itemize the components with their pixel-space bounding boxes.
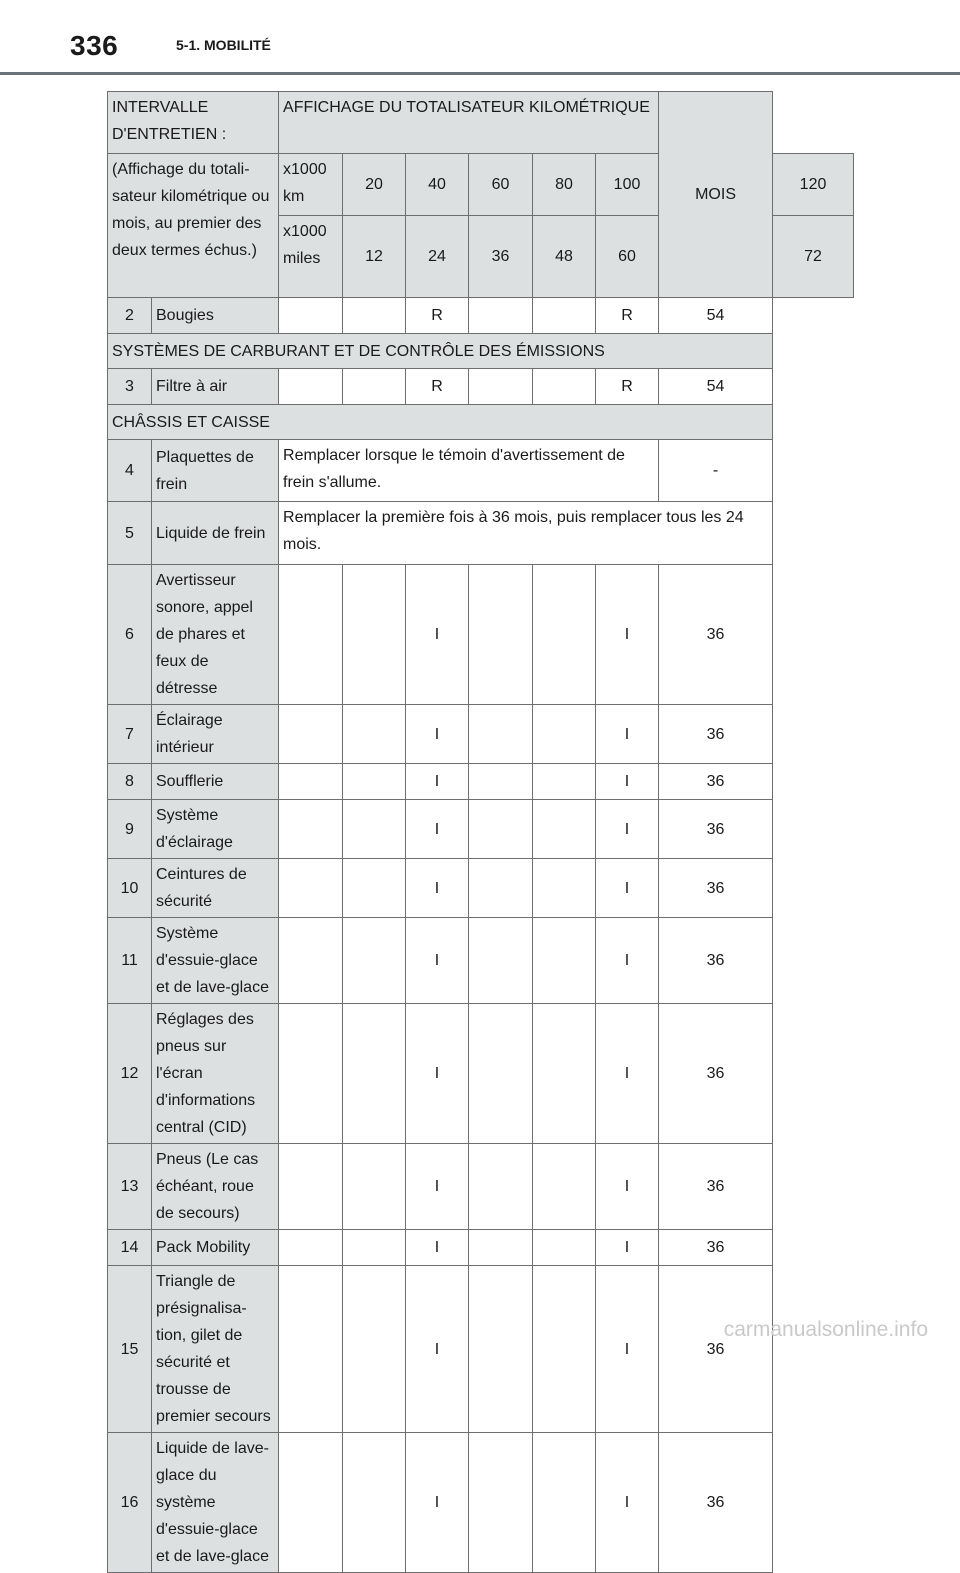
- table-row: [108, 800, 854, 859]
- row-number: 6: [108, 565, 152, 705]
- interval-mark: I: [406, 1144, 469, 1230]
- empty-cell: [469, 565, 533, 705]
- empty-cell: [533, 764, 596, 800]
- item-note: Remplacer la première fois à 36 mois, puis remplacer tous les 24 mois.: [279, 502, 773, 565]
- item-label: Liquide de lave-glace du système d'essuie-glace et de lave-glace: [152, 1433, 279, 1573]
- empty-cell: [279, 1266, 343, 1433]
- item-label: Bougies: [152, 298, 279, 334]
- empty-cell: [279, 565, 343, 705]
- empty-cell: [533, 1004, 596, 1144]
- empty-cell: [343, 1433, 406, 1573]
- empty-cell: [469, 705, 533, 764]
- empty-cell: [343, 565, 406, 705]
- interval-mark: I: [596, 859, 659, 918]
- empty-cell: [533, 298, 596, 334]
- item-label: Filtre à air: [152, 369, 279, 405]
- item-label: Pack Mobility: [152, 1230, 279, 1266]
- table-row: [108, 1230, 854, 1266]
- km-value: 40: [406, 154, 469, 216]
- empty-cell: [533, 859, 596, 918]
- months-value: 36: [659, 764, 773, 800]
- km-value: 80: [533, 154, 596, 216]
- row-number: 16: [108, 1433, 152, 1573]
- months-value: 54: [659, 369, 773, 405]
- table-row: [108, 764, 854, 800]
- empty-cell: [533, 369, 596, 405]
- empty-cell: [279, 764, 343, 800]
- interval-mark: R: [596, 298, 659, 334]
- maintenance-table: [107, 91, 854, 1573]
- row-number: 2: [108, 298, 152, 334]
- empty-cell: [469, 859, 533, 918]
- interval-mark: I: [596, 1144, 659, 1230]
- empty-cell: [469, 1004, 533, 1144]
- interval-mark: I: [596, 1004, 659, 1144]
- odometer-label: AFFICHAGE DU TOTALISATEUR KILOMÉTRIQUE: [279, 92, 659, 154]
- empty-cell: [343, 1144, 406, 1230]
- empty-cell: [279, 369, 343, 405]
- empty-cell: [533, 565, 596, 705]
- interval-mark: I: [596, 1266, 659, 1433]
- page-header: [0, 0, 960, 76]
- km-value: 20: [343, 154, 406, 216]
- empty-cell: [469, 369, 533, 405]
- empty-cell: [343, 1230, 406, 1266]
- interval-mark: I: [406, 565, 469, 705]
- months-value: 36: [659, 1230, 773, 1266]
- empty-cell: [469, 1144, 533, 1230]
- interval-mark: I: [596, 800, 659, 859]
- empty-cell: [279, 918, 343, 1004]
- miles-value: 60: [596, 216, 659, 298]
- interval-mark: I: [406, 859, 469, 918]
- table-row: [108, 298, 854, 334]
- row-number: 15: [108, 1266, 152, 1433]
- interval-mark: I: [406, 1004, 469, 1144]
- months-value: -: [659, 440, 773, 502]
- item-label: Liquide de frein: [152, 502, 279, 565]
- interval-mark: I: [596, 1230, 659, 1266]
- interval-mark: R: [406, 369, 469, 405]
- interval-mark: I: [596, 705, 659, 764]
- months-value: 36: [659, 1144, 773, 1230]
- item-note: Remplacer lorsque le témoin d'avertissement de frein s'allume.: [279, 440, 659, 502]
- empty-cell: [469, 800, 533, 859]
- km-value: 120: [773, 154, 854, 216]
- empty-cell: [279, 859, 343, 918]
- empty-cell: [343, 764, 406, 800]
- table-row: [108, 705, 854, 764]
- item-label: Plaquettes de frein: [152, 440, 279, 502]
- table-row: [108, 502, 854, 565]
- empty-cell: [533, 705, 596, 764]
- item-label: Système d'éclairage: [152, 800, 279, 859]
- item-label: Avertisseur sonore, appel de phares et feux de détresse: [152, 565, 279, 705]
- months-header: MOIS: [659, 92, 773, 298]
- page-number: 336: [70, 30, 119, 61]
- interval-mark: R: [406, 298, 469, 334]
- table-row: [108, 1433, 854, 1573]
- row-number: 8: [108, 764, 152, 800]
- months-value: 36: [659, 1266, 773, 1433]
- watermark: carmanualsonline.info: [723, 1318, 928, 1341]
- empty-cell: [343, 918, 406, 1004]
- empty-cell: [469, 764, 533, 800]
- row-number: 4: [108, 440, 152, 502]
- empty-cell: [343, 859, 406, 918]
- months-value: 36: [659, 1433, 773, 1573]
- empty-cell: [469, 1266, 533, 1433]
- empty-cell: [343, 705, 406, 764]
- empty-cell: [279, 705, 343, 764]
- empty-cell: [533, 1144, 596, 1230]
- table-row: [108, 918, 854, 1004]
- miles-value: 48: [533, 216, 596, 298]
- row-number: 14: [108, 1230, 152, 1266]
- header-divider: [0, 72, 960, 75]
- interval-mark: I: [406, 764, 469, 800]
- row-number: 12: [108, 1004, 152, 1144]
- months-value: 36: [659, 705, 773, 764]
- table-row: [108, 1004, 854, 1144]
- empty-cell: [343, 298, 406, 334]
- months-value: 54: [659, 298, 773, 334]
- months-value: 36: [659, 800, 773, 859]
- row-number: 10: [108, 859, 152, 918]
- empty-cell: [279, 1433, 343, 1573]
- empty-cell: [469, 1230, 533, 1266]
- item-label: Pneus (Le cas échéant, roue de secours): [152, 1144, 279, 1230]
- months-value: 36: [659, 1004, 773, 1144]
- miles-value: 12: [343, 216, 406, 298]
- empty-cell: [533, 1266, 596, 1433]
- interval-mark: I: [596, 764, 659, 800]
- empty-cell: [469, 1433, 533, 1573]
- months-value: 36: [659, 859, 773, 918]
- miles-value: 36: [469, 216, 533, 298]
- interval-mark: I: [596, 1433, 659, 1573]
- km-value: 60: [469, 154, 533, 216]
- empty-cell: [279, 1230, 343, 1266]
- empty-cell: [343, 1266, 406, 1433]
- table-row: [108, 565, 854, 705]
- item-label: Éclairage intérieur: [152, 705, 279, 764]
- table-row: [108, 440, 854, 502]
- table-row: [108, 1144, 854, 1230]
- item-label: Ceintures de sécurité: [152, 859, 279, 918]
- empty-cell: [469, 918, 533, 1004]
- section-chassis: CHÂSSIS ET CAISSE: [108, 405, 773, 440]
- item-label: Triangle de présignalisa-tion, gilet de sécurité et trousse de premier secours: [152, 1266, 279, 1433]
- interval-mark: I: [596, 918, 659, 1004]
- interval-mark: I: [406, 705, 469, 764]
- interval-note: (Affichage du totali-sateur kilométrique ou mois, au premier des deux termes échus.): [108, 154, 279, 298]
- item-label: Soufflerie: [152, 764, 279, 800]
- miles-value: 72: [773, 216, 854, 298]
- row-number: 3: [108, 369, 152, 405]
- interval-mark: I: [406, 800, 469, 859]
- interval-mark: I: [406, 1266, 469, 1433]
- empty-cell: [343, 800, 406, 859]
- empty-cell: [279, 800, 343, 859]
- row-number: 13: [108, 1144, 152, 1230]
- interval-mark: I: [406, 1230, 469, 1266]
- row-number: 9: [108, 800, 152, 859]
- months-value: 36: [659, 565, 773, 705]
- section-fuel: SYSTÈMES DE CARBURANT ET DE CONTRÔLE DES ÉMISSIONS: [108, 334, 773, 369]
- row-number: 11: [108, 918, 152, 1004]
- interval-mark: I: [596, 565, 659, 705]
- interval-mark: I: [406, 918, 469, 1004]
- interval-mark: R: [596, 369, 659, 405]
- row-number: 5: [108, 502, 152, 565]
- empty-cell: [343, 1004, 406, 1144]
- item-label: Système d'essuie-glace et de lave-glace: [152, 918, 279, 1004]
- empty-cell: [533, 1230, 596, 1266]
- item-label: Réglages des pneus sur l'écran d'informations central (CID): [152, 1004, 279, 1144]
- km-unit: x1000 km: [279, 154, 343, 216]
- interval-label: INTERVALLE D'ENTRETIEN :: [108, 92, 279, 154]
- miles-value: 24: [406, 216, 469, 298]
- empty-cell: [533, 1433, 596, 1573]
- empty-cell: [469, 298, 533, 334]
- empty-cell: [533, 800, 596, 859]
- row-number: 7: [108, 705, 152, 764]
- section-row: [108, 405, 854, 440]
- empty-cell: [279, 1004, 343, 1144]
- empty-cell: [279, 298, 343, 334]
- table-row: [108, 1266, 854, 1433]
- table-header-row: [108, 92, 854, 154]
- interval-mark: I: [406, 1433, 469, 1573]
- section-row: [108, 334, 854, 369]
- km-value: 100: [596, 154, 659, 216]
- table-row: [108, 369, 854, 405]
- section-title: 5-1. MOBILITÉ: [176, 37, 271, 53]
- months-value: 36: [659, 918, 773, 1004]
- empty-cell: [343, 369, 406, 405]
- empty-cell: [279, 1144, 343, 1230]
- table-row: [108, 859, 854, 918]
- empty-cell: [533, 918, 596, 1004]
- miles-unit: x1000 miles: [279, 216, 343, 298]
